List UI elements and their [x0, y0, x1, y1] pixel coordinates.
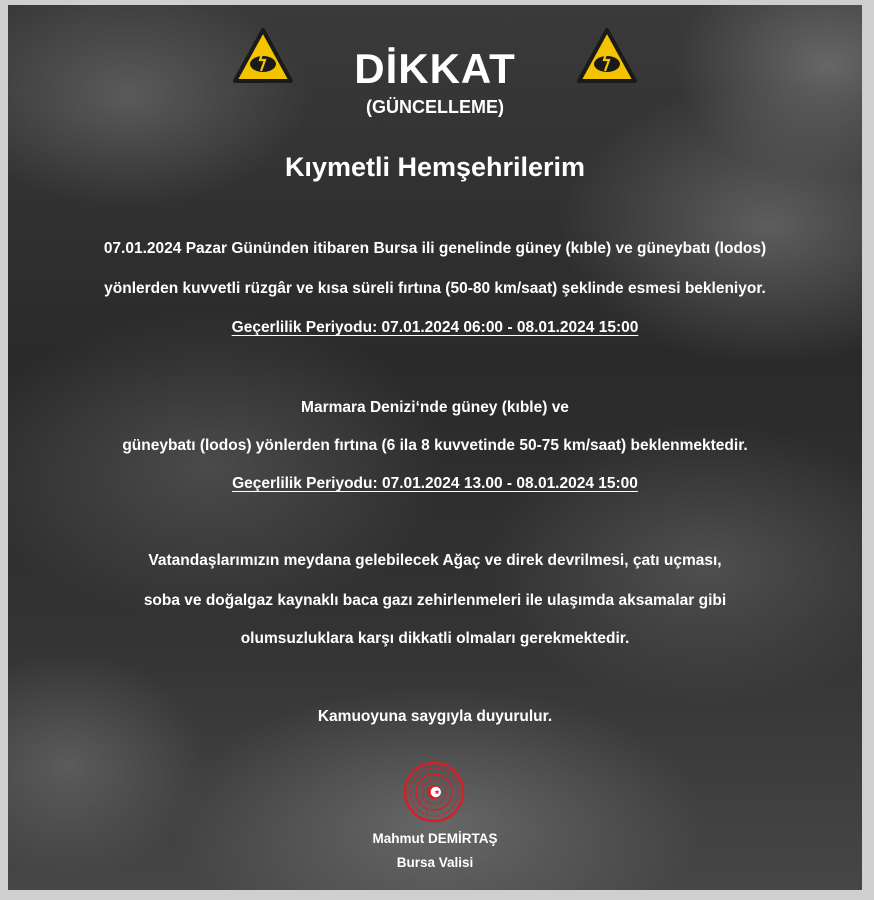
signature-name: Mahmut DEMİRTAŞ — [372, 831, 498, 846]
paragraph3-line2: soba ve doğalgaz kaynaklı baca gazı zehirlenmeleri ile ulaşımda aksamalar gibi — [143, 592, 727, 609]
paragraph2-line2: güneybatı (lodos) yönlerden fırtına (6 ila 8 kuvvetinde 50-75 km/saat) beklenmektedir. — [122, 437, 748, 454]
paragraph3-line1: Vatandaşlarımızın meydana gelebilecek Ağaç ve direk devrilmesi, çatı uçması, — [148, 552, 722, 569]
paragraph1-line2: yönlerden kuvvetli rüzgâr ve kısa süreli fırtına (50-80 km/saat) şeklinde esmesi bekleniyor. — [104, 280, 766, 297]
page-title: DİKKAT — [354, 45, 516, 92]
validity-text: Geçerlilik Periyodu: 07.01.2024 13.00 - 08.01.2024 15:00 — [232, 475, 638, 492]
page-subtitle: (GÜNCELLEME) — [366, 97, 504, 117]
warning-sign-icon — [576, 27, 638, 85]
closing-text: Kamuoyuna saygıyla duyurulur. — [317, 708, 553, 725]
signature-title: Bursa Valisi — [396, 855, 474, 870]
paragraph2-validity — [8, 475, 862, 493]
announcement-poster — [8, 5, 862, 890]
paragraph2-line1: Marmara Denizi‘nde güney (kıble) ve — [301, 399, 569, 416]
paragraph1-line1: 07.01.2024 Pazar Gününden itibaren Bursa ili genelinde güney (kıble) ve güneybatı (lodos) — [103, 240, 767, 257]
governorship-emblem-icon — [402, 760, 466, 824]
greeting-heading: Kıymetli Hemşehrilerim — [284, 152, 586, 182]
validity-text: Geçerlilik Periyodu: 07.01.2024 06:00 - 08.01.2024 15:00 — [231, 319, 639, 336]
paragraph1-validity — [8, 319, 862, 337]
paragraph3-line3: olumsuzluklara karşı dikkatli olmaları gerekmektedir. — [240, 630, 630, 647]
